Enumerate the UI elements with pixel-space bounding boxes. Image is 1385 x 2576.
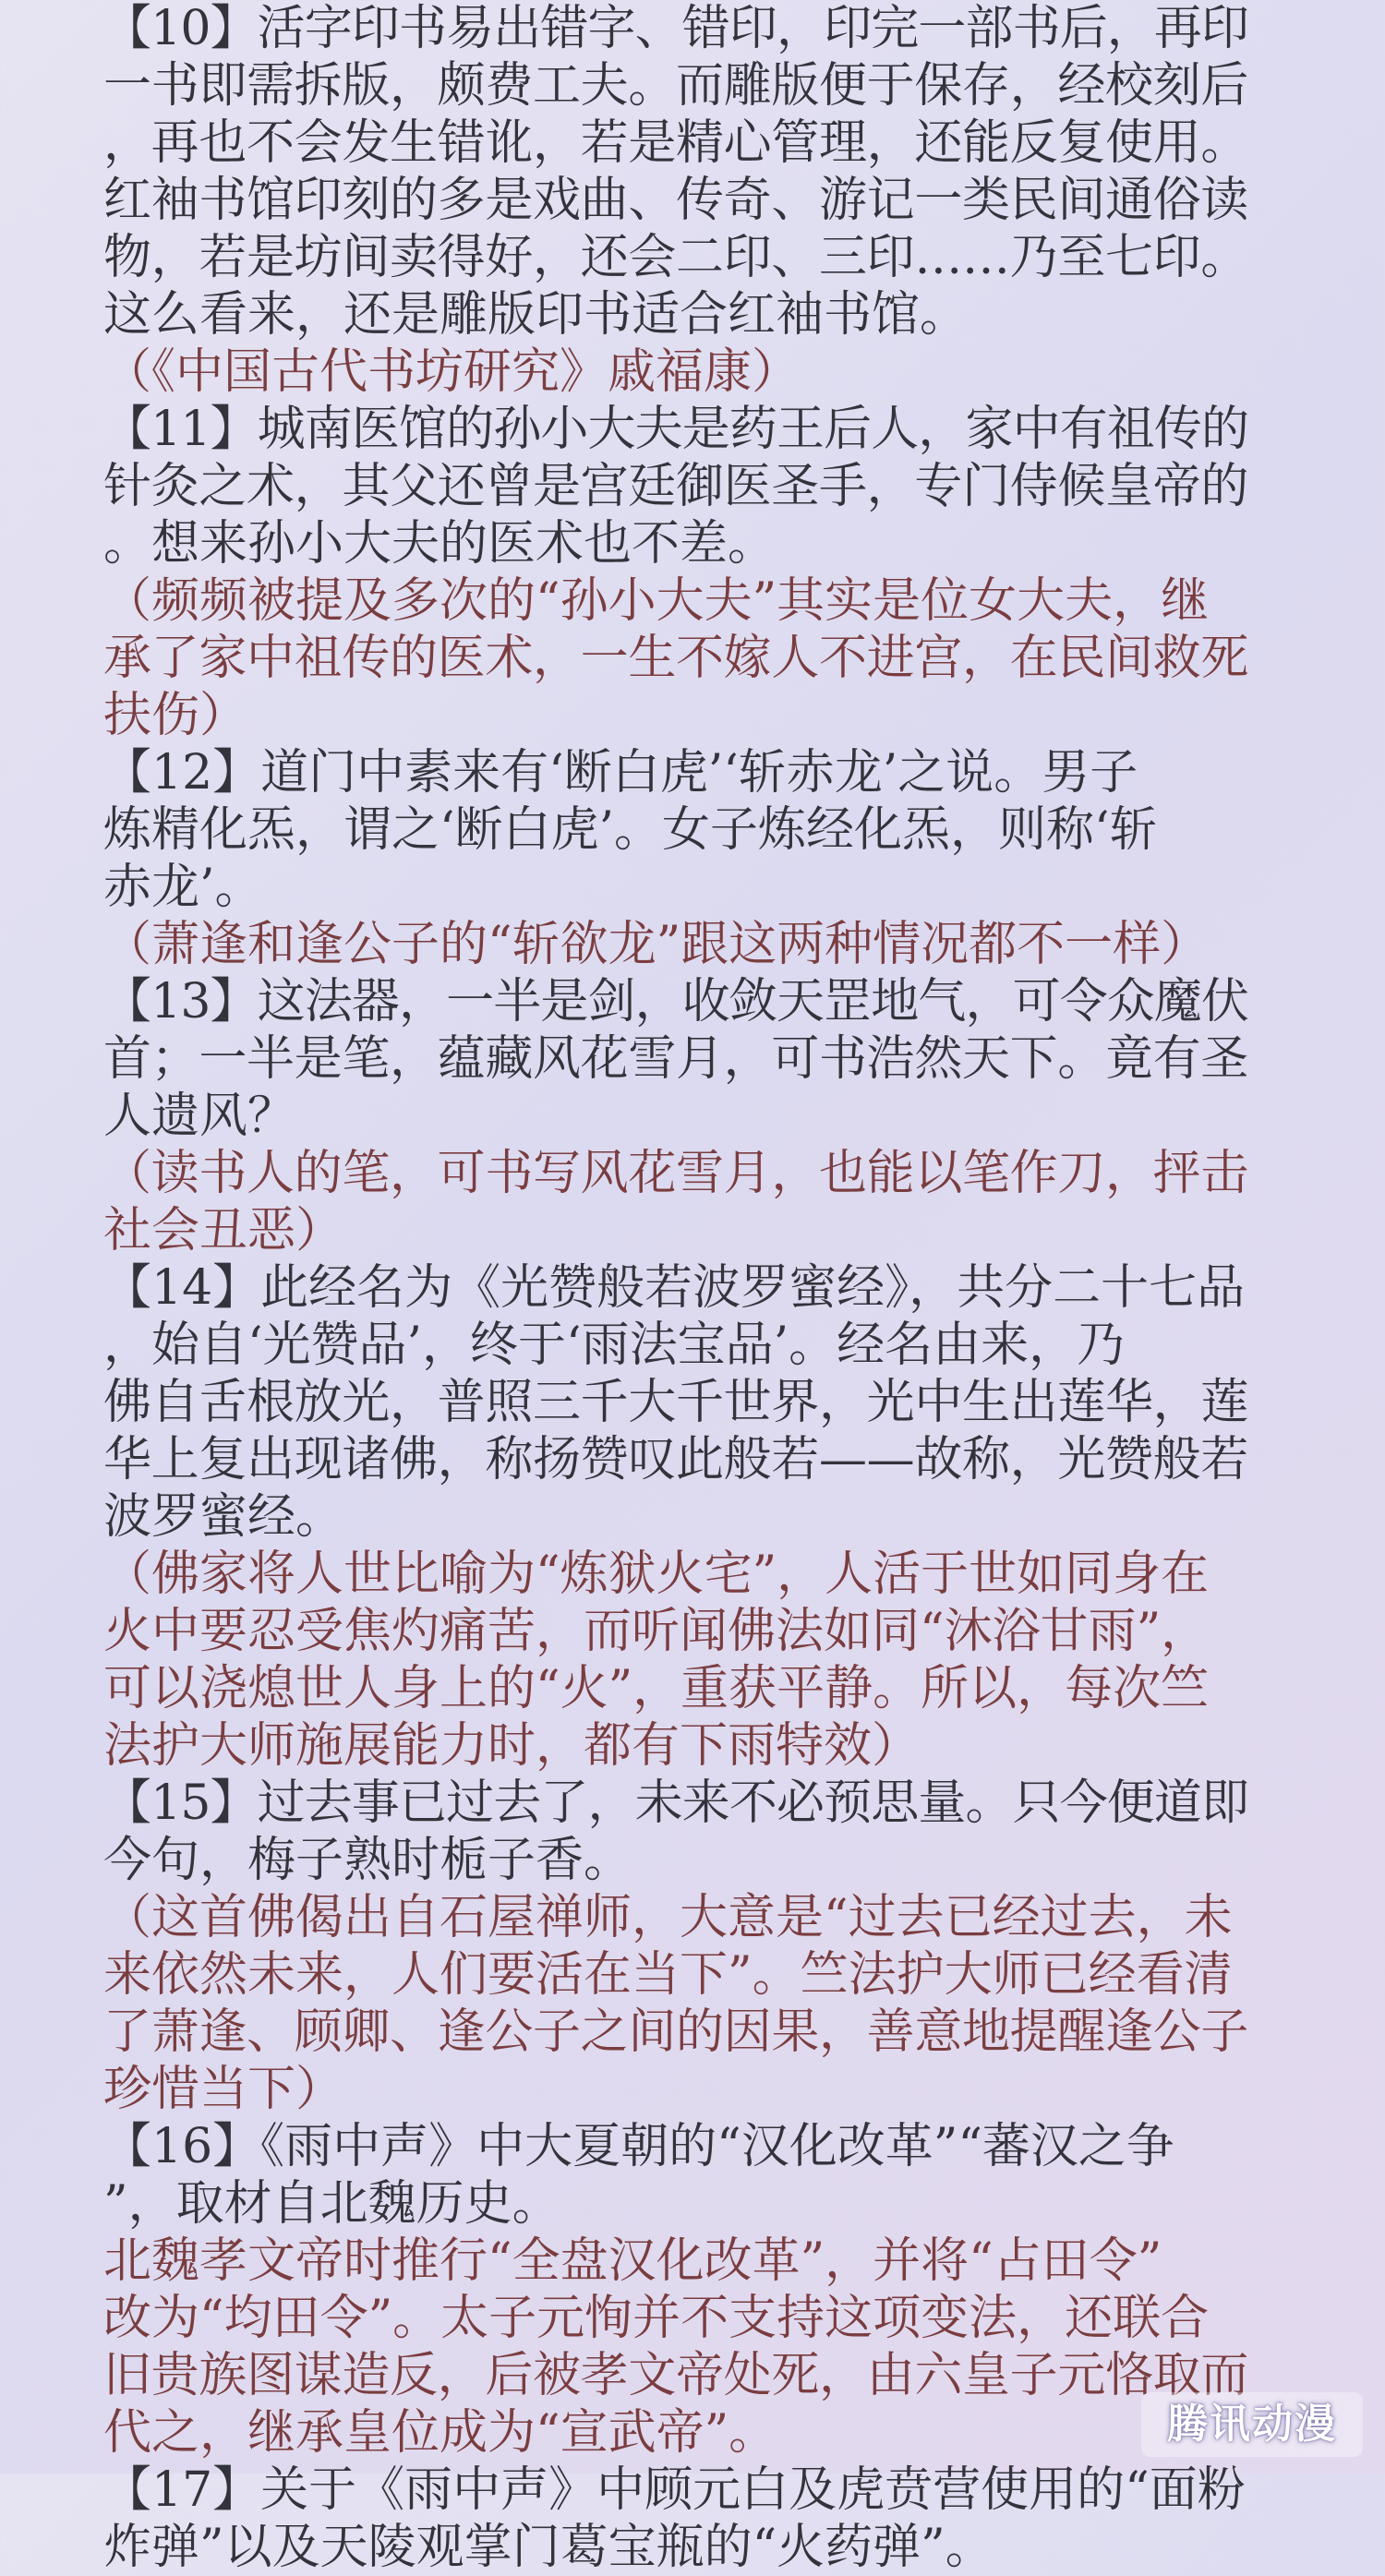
entry-note-line: 珍惜当下） bbox=[103, 2062, 344, 2117]
entry-note-line: 承了家中祖传的医术，一生不嫁人不进宫，在民间救死 bbox=[103, 631, 1249, 686]
annotation-entry bbox=[103, 2462, 1248, 2576]
entry-note-line: （读书人的笔，可书写风花雪月，也能以笔作刀，抨击 bbox=[103, 1146, 1249, 1201]
entry-main-line: 物，若是坊间卖得好，还会二印、三印……乃至七印。 bbox=[103, 230, 1249, 285]
entry-main-line: 人遗风？ bbox=[103, 1089, 296, 1144]
entry-note-line: 改为“均田令”。太子元恂并不支持这项变法，还联合 bbox=[103, 2291, 1210, 2346]
entry-main-line: 炼精化炁，谓之‘断白虎’。女子炼经化炁，则称‘斩 bbox=[103, 802, 1158, 858]
entry-main-line: 【16】《雨中声》中大夏朝的“汉化改革”“蕃汉之争 bbox=[103, 2119, 1174, 2174]
entry-main-line: 【11】城南医馆的孙小大夫是药王后人，家中有祖传的 bbox=[103, 402, 1249, 457]
entry-main-line: ”，取材自北魏历史。 bbox=[103, 2176, 560, 2232]
entry-note-line: （《中国古代书坊研究》戚福康） bbox=[103, 344, 801, 400]
entry-main-line: 。想来孙小大夫的医术也不差。 bbox=[103, 516, 777, 572]
entry-main-line: 今句，梅子熟时栀子香。 bbox=[103, 1833, 632, 1888]
entry-note-line: 来依然未来，人们要活在当下”。竺法护大师已经看清 bbox=[103, 1947, 1233, 2003]
entry-main-line: 一书即需拆版，颇费工夫。而雕版便于保存，经校刻后 bbox=[103, 58, 1249, 114]
entry-note-line: 代之，继承皇位成为“宣武帝”。 bbox=[103, 2405, 777, 2461]
entry-main-line: 【12】道门中素来有‘断白虎’‘斩赤龙’之说。男子 bbox=[103, 745, 1138, 800]
entry-note-line: 了萧逢、顾卿、逢公子之间的因果，善意地提醒逢公子 bbox=[103, 2004, 1249, 2060]
entry-main-line: 波罗蜜经。 bbox=[103, 1489, 344, 1545]
entry-main-line: 佛自舌根放光，普照三千大千世界，光中生出莲华，莲 bbox=[103, 1375, 1249, 1430]
entry-note-line: 火中要忍受焦灼痛苦，而听闻佛法如同“沐浴甘雨”， bbox=[103, 1604, 1210, 1659]
entry-note-line: 北魏孝文帝时推行“全盘汉化改革”，并将“占田令” bbox=[103, 2233, 1162, 2289]
entry-main-line: 【17】关于《雨中声》中顾元白及虎贲营使用的“面粉 bbox=[103, 2462, 1246, 2518]
entry-note-line: 社会丑恶） bbox=[103, 1203, 344, 1258]
entry-note-line: （这首佛偈出自石屋禅师，大意是“过去已经过去，未 bbox=[103, 1890, 1233, 1945]
entry-note-line: （萧逢和逢公子的“斩欲龙”跟这两种情况都不一样） bbox=[103, 917, 1210, 972]
tencent-comic-watermark-logo: 腾讯动漫 bbox=[1141, 2392, 1363, 2457]
entry-main-line: 华上复出现诸佛，称扬赞叹此般若——故称，光赞般若 bbox=[103, 1432, 1249, 1487]
annotation-entry bbox=[103, 1259, 1248, 1775]
annotation-entry bbox=[103, 744, 1248, 973]
entry-note-line: 法护大师施展能力时，都有下雨特效） bbox=[103, 1718, 921, 1774]
entry-main-line: ，始自‘光赞品’，终于‘雨法宝品’。经名由来，乃 bbox=[103, 1318, 1126, 1373]
entry-note-line: 扶伤） bbox=[103, 688, 248, 743]
entry-note-line: 旧贵族图谋造反，后被孝文帝处死，由六皇子元恪取而 bbox=[103, 2348, 1249, 2403]
annotation-entry bbox=[103, 2118, 1248, 2462]
annotation-entry bbox=[103, 0, 1248, 401]
annotation-entry bbox=[103, 401, 1248, 744]
entry-main-line: 【13】这法器，一半是剑，收敛天罡地气，可令众魔伏 bbox=[103, 974, 1249, 1029]
entry-main-line: 【10】活字印书易出错字、错印，印完一部书后，再印 bbox=[103, 1, 1249, 56]
entry-main-line: 赤龙’。 bbox=[103, 860, 263, 915]
entry-main-line: 炸弹”以及天陵观掌门葛宝瓶的“火药弹”。 bbox=[103, 2520, 994, 2575]
entry-note-line: 可以浇熄世人身上的“火”，重获平静。所以，每次竺 bbox=[103, 1661, 1210, 1716]
entry-note-line: （佛家将人世比喻为“炼狱火宅”，人活于世如同身在 bbox=[103, 1547, 1210, 1602]
annotation-entry bbox=[103, 973, 1248, 1259]
entry-main-line: 红袖书馆印刻的多是戏曲、传奇、游记一类民间通俗读 bbox=[103, 173, 1249, 228]
entry-main-line: ，再也不会发生错讹，若是精心管理，还能反复使用。 bbox=[103, 115, 1249, 171]
entry-main-line: 这么看来，还是雕版印书适合红袖书馆。 bbox=[103, 287, 969, 343]
entry-main-line: 首；一半是笔，蕴藏风花雪月，可书浩然天下。竟有圣 bbox=[103, 1031, 1249, 1087]
entry-note-line: （频频被提及多次的“孙小大夫”其实是位女大夫，继 bbox=[103, 573, 1210, 629]
annotation-page bbox=[103, 0, 1248, 2576]
entry-main-line: 【14】此经名为《光赞般若波罗蜜经》，共分二十七品 bbox=[103, 1260, 1246, 1316]
entry-main-line: 针灸之术，其父还曾是宫廷御医圣手，专门侍候皇帝的 bbox=[103, 459, 1249, 514]
annotation-entry bbox=[103, 1775, 1248, 2118]
entry-main-line: 【15】过去事已过去了，未来不必预思量。只今便道即 bbox=[103, 1776, 1249, 1831]
